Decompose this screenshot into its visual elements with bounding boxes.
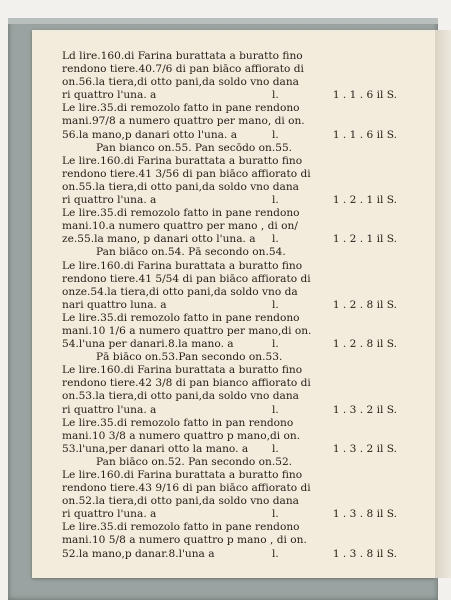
line-text: Pan biāco on.54. Pā secondo on.54. [96, 246, 286, 259]
text-line [62, 220, 412, 233]
price-value: 1 . 1 . 6 il S. [332, 128, 397, 141]
amount-marker: l. [272, 233, 279, 246]
text-line [62, 194, 412, 207]
price-value: 1 . 2 . 8 il S. [332, 338, 397, 351]
text-line [62, 443, 412, 456]
text-line [62, 390, 412, 403]
amount-marker: l. [272, 298, 279, 311]
price-value: 1 . 2 . 8 il S. [332, 298, 397, 311]
price-value: 1 . 1 . 6 il S. [332, 89, 397, 102]
price-value: 1 . 3 . 8 il S. [332, 547, 397, 560]
section-heading-line [62, 246, 412, 259]
amount-marker: l. [272, 547, 279, 560]
line-text: mani.10 1/6 a numero quattro per mano,di on. [62, 324, 312, 337]
text-line [62, 102, 412, 115]
line-text: rendono tiere.40.7/6 di pan biāco affiorato di [62, 63, 304, 76]
text-line [62, 299, 412, 312]
text-line [62, 129, 412, 142]
line-text: mani.10 5/8 a numero quattro p mano , di on. [62, 534, 307, 547]
line-text: on.56.la tiera,di otto pani,da soldo vno dana [62, 76, 299, 89]
amount-marker: l. [272, 442, 279, 455]
text-line [62, 495, 412, 508]
line-text: Le lire.35.di remozolo fatto in pane rendono [62, 311, 300, 324]
text-line [62, 508, 412, 521]
text-line [62, 286, 412, 299]
line-text: Pā biāco on.53.Pan secondo on.53. [96, 351, 283, 364]
text-line [62, 233, 412, 246]
line-text: ri quattro l'una. a [62, 403, 157, 416]
text-line [62, 364, 412, 377]
text-line [62, 534, 412, 547]
line-text: 52.la mano,p danar.8.l'una a [62, 547, 215, 560]
line-text: ri quattro l'una. a [62, 194, 157, 207]
line-text: ri quattro l'una. a [62, 508, 157, 521]
line-text: 53.l'una,per danari otto la mano. a [62, 442, 249, 455]
text-line [62, 115, 412, 128]
amount-marker: l. [272, 128, 279, 141]
text-line [62, 260, 412, 273]
line-text: Le lire.35.di remozolo fatto in pane rendono [62, 521, 300, 534]
line-text: Le lire.35.di remozolo fatto in pane rendono [62, 207, 300, 220]
text-line [62, 50, 412, 63]
text-line [62, 168, 412, 181]
line-text: Le lire.35.di remozolo fatto in pan rendono [62, 416, 294, 429]
line-text: Le lire.160.di Farina burattata a buratto fino [62, 469, 303, 481]
line-text: onze.54.la tiera,di otto pani,da soldo vno da [62, 285, 298, 298]
amount-marker: l. [272, 194, 279, 207]
text-line [62, 338, 412, 351]
line-text: rendono tiere.42 3/8 di pan bianco affiorato di [62, 377, 311, 390]
page-edge [435, 30, 451, 578]
line-text: nari quattro luna. a [62, 298, 167, 311]
text-line [62, 155, 412, 168]
text-line [62, 207, 412, 220]
line-text: Le lire.160.di Farina burattata a buratto fino [62, 259, 303, 272]
line-text: Pan biāco on.52. Pan secondo on.52. [96, 455, 293, 468]
price-value: 1 . 3 . 2 il S. [332, 442, 397, 455]
line-text: Le lire.35.di remozolo fatto in pane rendono [62, 102, 300, 115]
text-line [62, 312, 412, 325]
line-text: mani.10.a numero quattro per mano , di on/ [62, 220, 298, 233]
text-line [62, 181, 412, 194]
line-text: 54.l'una per danari.8.la mano. a [62, 338, 234, 351]
text-line [62, 404, 412, 417]
amount-marker: l. [272, 338, 279, 351]
line-text: ze.55.la mano, p danari otto l'una. a [62, 233, 256, 246]
text-line [62, 325, 412, 338]
text-line [62, 548, 412, 561]
line-text: rendono tiere.43 9/16 di pan biāco affiorato di [62, 482, 311, 495]
amount-marker: l. [272, 403, 279, 416]
price-value: 1 . 2 . 1 il S. [332, 233, 397, 246]
line-text: mani.97/8 a numero quattro per mano, di on. [62, 115, 305, 128]
line-text: Le lire.160.di Farina burattata a buratto fino [62, 364, 303, 377]
line-text: rendono tiere.41 5/54 di pan biāco affiorato di [62, 272, 311, 285]
line-text: rendono tiere.41 3/56 di pan biāco affiorato di [62, 167, 311, 180]
price-value: 1 . 2 . 1 il S. [332, 194, 397, 207]
text-line [62, 482, 412, 495]
text-line [62, 89, 412, 102]
cover-edge [8, 18, 438, 24]
line-text: Le lire.160.di Farina burattata a buratto fino [62, 154, 303, 167]
section-heading-line [62, 142, 412, 155]
line-text: on.55.la tiera,di otto pani,da soldo vno dana [62, 180, 299, 193]
text-line [62, 76, 412, 89]
text-line [62, 377, 412, 390]
amount-marker: l. [272, 508, 279, 521]
text-line [62, 417, 412, 430]
text-line [62, 273, 412, 286]
line-text: Ld lire.160.di Farina burattata a buratto fino [62, 50, 303, 62]
price-value: 1 . 3 . 2 il S. [332, 403, 397, 416]
amount-marker: l. [272, 89, 279, 102]
text-line [62, 430, 412, 443]
line-text: Pan bianco on.55. Pan secōdo on.55. [96, 141, 293, 154]
section-heading-line [62, 351, 412, 364]
line-text: mani.10 3/8 a numero quattro p mano,di on. [62, 429, 301, 442]
text-line [62, 63, 412, 76]
line-text: on.52.la tiera,di otto pani,da soldo vno dana [62, 495, 299, 508]
line-text: 56.la mano,p danari otto l'una. a [62, 128, 238, 141]
line-text: on.53.la tiera,di otto pani,da soldo vno dana [62, 390, 299, 403]
price-value: 1 . 3 . 8 il S. [332, 508, 397, 521]
printed-text-block [62, 50, 412, 561]
text-line [62, 521, 412, 534]
section-heading-line [62, 456, 412, 469]
text-line [62, 469, 412, 482]
line-text: ri quattro l'una. a [62, 89, 157, 102]
